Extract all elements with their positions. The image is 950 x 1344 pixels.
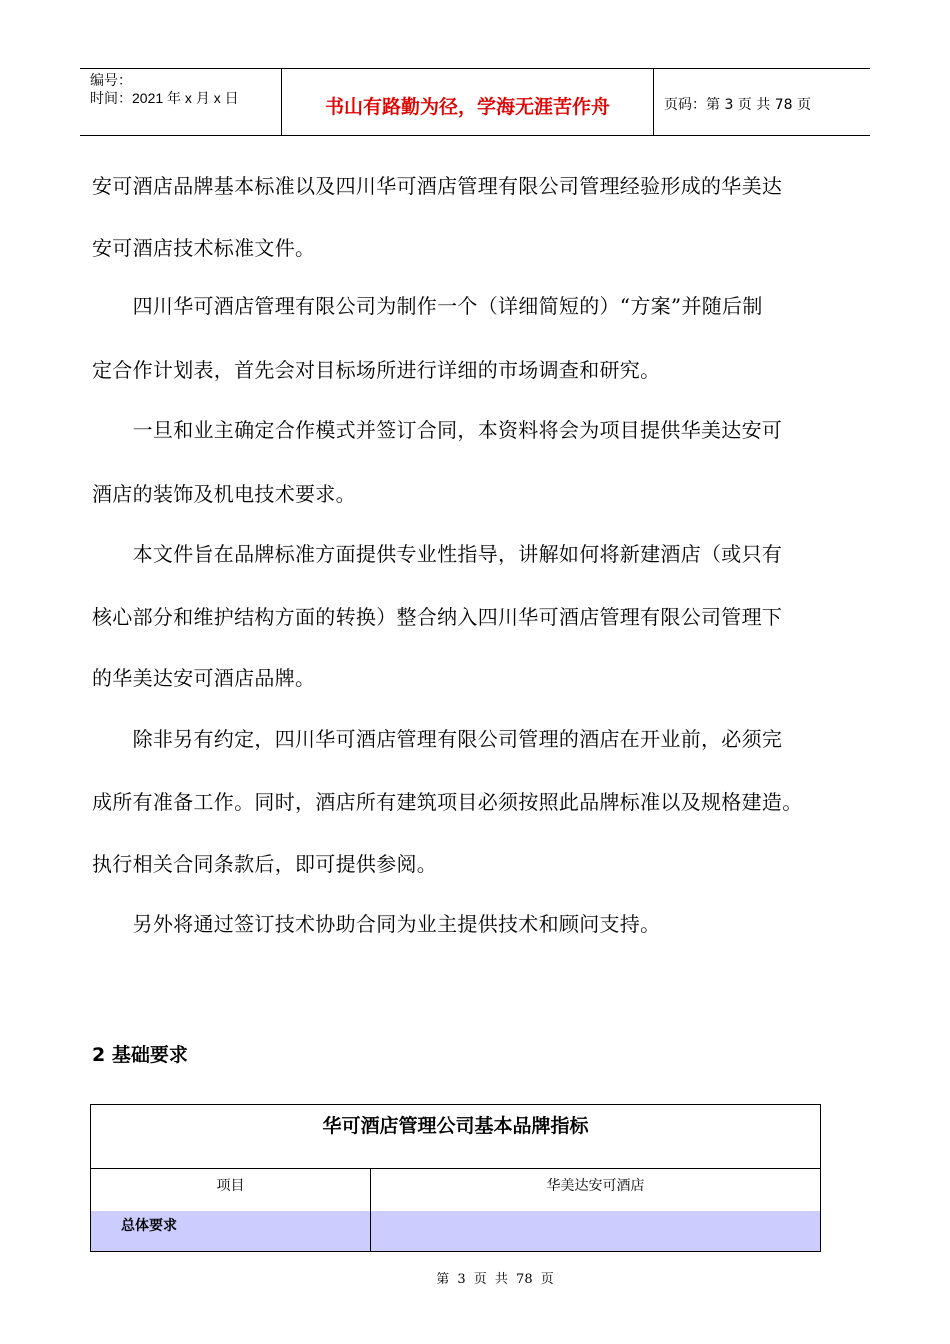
table-row [91, 1211, 820, 1251]
table-title: 华可酒店管理公司基本品牌指标 [91, 1105, 820, 1169]
body-line-12: 执行相关合同条款后，即可提供参阅。 [92, 852, 438, 876]
document-number-label: 编号： [90, 72, 132, 88]
table-header-row [91, 1169, 820, 1212]
body-line-10: 除非另有约定，四川华可酒店管理有限公司管理的酒店在开业前，必须完 [92, 727, 783, 751]
body-line-9: 的华美达安可酒店品牌。 [92, 666, 316, 690]
table-header-hotel: 华美达安可酒店 [546, 1178, 645, 1194]
body-line-11: 成所有准备工作。同时，酒店所有建筑项目必须按照此品牌标准以及规格建造。 [92, 790, 803, 814]
brand-standards-table [90, 1104, 821, 1252]
body-line-4: 定合作计划表，首先会对目标场所进行详细的市场调查和研究。 [92, 358, 661, 382]
table-header-item: 项目 [91, 1169, 371, 1211]
table-cell-category: 总体要求 [91, 1211, 371, 1251]
table-cell-value [371, 1211, 820, 1251]
page-footer: 第 3 页 共 78 页 [436, 1272, 554, 1287]
body-line-7: 本文件旨在品牌标准方面提供专业性指导，讲解如何将新建酒店（或只有 [92, 542, 783, 566]
body-line-13: 另外将通过签订技术协助合同为业主提供技术和顾问支持。 [92, 912, 661, 936]
header-motto: 书山有路勤为径，学海无涯苦作舟 [282, 69, 654, 135]
body-line-6: 酒店的装饰及机电技术要求。 [92, 482, 356, 506]
section-heading: 2 基础要求 [92, 1044, 188, 1066]
body-line-5: 一旦和业主确定合作模式并签订合同，本资料将会为项目提供华美达安可 [92, 418, 783, 442]
document-date-label: 时间：2021 年 x 月 x 日 [90, 90, 239, 106]
header-meta [80, 69, 282, 135]
body-line-3: 四川华可酒店管理有限公司为制作一个（详细简短的）“方案”并随后制 [92, 294, 763, 318]
body-line-1: 安可酒店品牌基本标准以及四川华可酒店管理有限公司管理经验形成的华美达 [92, 174, 783, 198]
header-page-info: 页码：第 3 页 共 78 页 [664, 97, 811, 113]
page-header [80, 68, 870, 136]
body-line-2: 安可酒店技术标准文件。 [92, 236, 316, 260]
body-line-8: 核心部分和维护结构方面的转换）整合纳入四川华可酒店管理有限公司管理下 [92, 605, 783, 629]
